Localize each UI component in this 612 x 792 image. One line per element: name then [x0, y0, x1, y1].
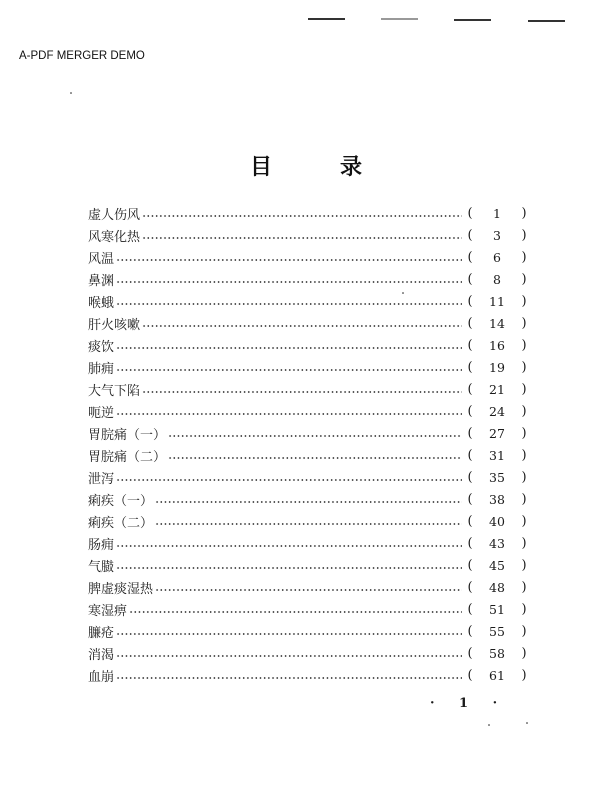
page-number-value: 35 [489, 469, 505, 485]
close-paren: ) [521, 513, 527, 529]
toc-entry-title: 胃脘痛（一） [88, 424, 168, 443]
page-number-value: 3 [493, 227, 501, 243]
open-paren: ( [467, 645, 473, 661]
page-number-value: 11 [489, 293, 505, 309]
dot-leader [142, 391, 462, 393]
toc-entry[interactable] [88, 664, 528, 686]
toc-entry-page [462, 360, 528, 375]
toc-entry-title: 气臌 [88, 556, 116, 575]
top-rule [454, 19, 491, 21]
open-paren: ( [467, 491, 473, 507]
page-number-value: 51 [489, 601, 505, 617]
toc-entry-page [462, 536, 528, 551]
close-paren: ) [521, 601, 527, 617]
toc-entry-title: 胃脘痛（二） [88, 446, 168, 465]
toc-entry[interactable] [88, 224, 528, 246]
toc-entry-title: 寒湿痹 [88, 600, 129, 619]
close-paren: ) [521, 557, 527, 573]
toc-entry-title: 血崩 [88, 666, 116, 685]
page-number-value: 1 [493, 205, 501, 221]
open-paren: ( [467, 293, 473, 309]
toc-entry-title: 虚人伤风 [88, 204, 142, 223]
dot-leader [129, 611, 462, 613]
toc-entry-page [462, 316, 528, 331]
open-paren: ( [467, 425, 473, 441]
open-paren: ( [467, 205, 473, 221]
toc-entry[interactable] [88, 576, 528, 598]
toc-entry-page [462, 228, 528, 243]
dot-leader [116, 677, 462, 679]
page-number-value: 8 [493, 271, 501, 287]
dot-leader [168, 435, 462, 437]
dot-leader [116, 545, 462, 547]
page-title [0, 150, 612, 180]
close-paren: ) [521, 249, 527, 265]
scan-speck [402, 292, 404, 294]
toc-entry-title: 肝火咳嗽 [88, 314, 142, 333]
toc-entry[interactable] [88, 422, 528, 444]
page-number-value: 38 [489, 491, 505, 507]
close-paren: ) [521, 293, 527, 309]
toc-entry-title: 痰饮 [88, 336, 116, 355]
toc-entry-title: 脾虚痰湿热 [88, 578, 155, 597]
close-paren: ) [521, 315, 527, 331]
scan-speck [526, 722, 528, 724]
toc-entry-page [462, 514, 528, 529]
open-paren: ( [467, 227, 473, 243]
open-paren: ( [467, 403, 473, 419]
dot-leader [116, 567, 462, 569]
open-paren: ( [467, 359, 473, 375]
open-paren: ( [467, 667, 473, 683]
dot-leader [116, 369, 462, 371]
toc-entry-title: 肠痈 [88, 534, 116, 553]
scan-speck [70, 92, 72, 94]
toc-entry-title: 鼻渊 [88, 270, 116, 289]
title-char-1: 目 [250, 154, 273, 180]
page-number-value: 61 [489, 667, 505, 683]
open-paren: ( [467, 337, 473, 353]
toc-entry-title: 泄泻 [88, 468, 116, 487]
toc-entry-page [462, 338, 528, 353]
toc-entry-page [462, 206, 528, 221]
toc-entry-page [462, 470, 528, 485]
toc-entry-title: 大气下陷 [88, 380, 142, 399]
page-number-value: 55 [489, 623, 505, 639]
page-number-value: 16 [489, 337, 505, 353]
toc-entry-page [462, 250, 528, 265]
page-number-value: 48 [489, 579, 505, 595]
close-paren: ) [521, 359, 527, 375]
toc-entry[interactable] [88, 312, 528, 334]
open-paren: ( [467, 271, 473, 287]
close-paren: ) [521, 205, 527, 221]
toc-entry[interactable] [88, 554, 528, 576]
close-paren: ) [521, 579, 527, 595]
toc-entry[interactable] [88, 532, 528, 554]
dot-leader [155, 501, 462, 503]
toc-entry[interactable] [88, 246, 528, 268]
toc-entry-title: 喉蛾 [88, 292, 116, 311]
top-rule [308, 18, 345, 20]
dot-leader [142, 215, 462, 217]
close-paren: ) [521, 491, 527, 507]
open-paren: ( [467, 381, 473, 397]
close-paren: ) [521, 645, 527, 661]
open-paren: ( [467, 557, 473, 573]
close-paren: ) [521, 425, 527, 441]
top-rule [381, 18, 418, 20]
toc-entry[interactable] [88, 488, 528, 510]
open-paren: ( [467, 579, 473, 595]
toc-entry-page [462, 426, 528, 441]
toc-entry-page [462, 558, 528, 573]
dot-leader [142, 237, 462, 239]
toc-entry[interactable] [88, 290, 528, 312]
page-number-value: 6 [493, 249, 501, 265]
open-paren: ( [467, 535, 473, 551]
watermark-text: A-PDF MERGER DEMO [19, 50, 145, 62]
toc-entry[interactable] [88, 378, 528, 400]
close-paren: ) [521, 667, 527, 683]
open-paren: ( [467, 513, 473, 529]
dot-leader [116, 303, 462, 305]
dot-leader [116, 479, 462, 481]
toc-entry-page [462, 272, 528, 287]
close-paren: ) [521, 447, 527, 463]
toc-entry-page [462, 492, 528, 507]
toc-entry-title: 痢疾（二） [88, 512, 155, 531]
toc-entry-title: 风寒化热 [88, 226, 142, 245]
page-number-value: 19 [489, 359, 505, 375]
close-paren: ) [521, 271, 527, 287]
toc-entry-page [462, 382, 528, 397]
dot-leader [116, 259, 462, 261]
table-of-contents [88, 202, 528, 686]
toc-entry[interactable] [88, 642, 528, 664]
toc-entry[interactable] [88, 356, 528, 378]
toc-entry[interactable] [88, 620, 528, 642]
toc-entry-title: 痢疾（一） [88, 490, 155, 509]
close-paren: ) [521, 469, 527, 485]
open-paren: ( [467, 447, 473, 463]
dot-leader [116, 633, 462, 635]
page-number-value: 45 [489, 557, 505, 573]
page-number-value: 24 [489, 403, 505, 419]
toc-entry-page [462, 646, 528, 661]
dot-leader [116, 413, 462, 415]
open-paren: ( [467, 469, 473, 485]
page-number-value: 58 [489, 645, 505, 661]
page-number-value: 14 [489, 315, 505, 331]
toc-entry-title: 呃逆 [88, 402, 116, 421]
toc-entry[interactable] [88, 400, 528, 422]
toc-entry-title: 肺痈 [88, 358, 116, 377]
toc-entry[interactable] [88, 444, 528, 466]
open-paren: ( [467, 601, 473, 617]
close-paren: ) [521, 227, 527, 243]
toc-entry-page [462, 580, 528, 595]
toc-entry-page [462, 404, 528, 419]
close-paren: ) [521, 403, 527, 419]
toc-entry-page [462, 294, 528, 309]
dot-leader [155, 523, 462, 525]
toc-entry-page [462, 602, 528, 617]
dot-leader [116, 655, 462, 657]
title-char-2: 录 [340, 154, 363, 180]
close-paren: ) [521, 535, 527, 551]
scan-speck [488, 724, 490, 726]
open-paren: ( [467, 623, 473, 639]
toc-entry-title: 消渴 [88, 644, 116, 663]
open-paren: ( [467, 249, 473, 265]
page-number-value: 21 [489, 381, 505, 397]
toc-entry-page [462, 624, 528, 639]
page-number-value: 40 [489, 513, 505, 529]
toc-entry[interactable] [88, 334, 528, 356]
top-rule [528, 20, 565, 22]
toc-entry[interactable] [88, 202, 528, 224]
close-paren: ) [521, 623, 527, 639]
dot-leader [155, 589, 462, 591]
dot-leader [116, 281, 462, 283]
toc-entry[interactable] [88, 510, 528, 532]
page-number: · 1 · [430, 696, 508, 711]
toc-entry[interactable] [88, 598, 528, 620]
dot-leader [142, 325, 462, 327]
close-paren: ) [521, 337, 527, 353]
toc-entry-title: 风温 [88, 248, 116, 267]
toc-entry-title: 臁疮 [88, 622, 116, 641]
dot-leader [168, 457, 462, 459]
toc-entry-page [462, 668, 528, 683]
page-number-value: 31 [489, 447, 505, 463]
toc-entry[interactable] [88, 268, 528, 290]
toc-entry-page [462, 448, 528, 463]
page-number-value: 27 [489, 425, 505, 441]
toc-entry[interactable] [88, 466, 528, 488]
open-paren: ( [467, 315, 473, 331]
close-paren: ) [521, 381, 527, 397]
dot-leader [116, 347, 462, 349]
page-number-value: 43 [489, 535, 505, 551]
